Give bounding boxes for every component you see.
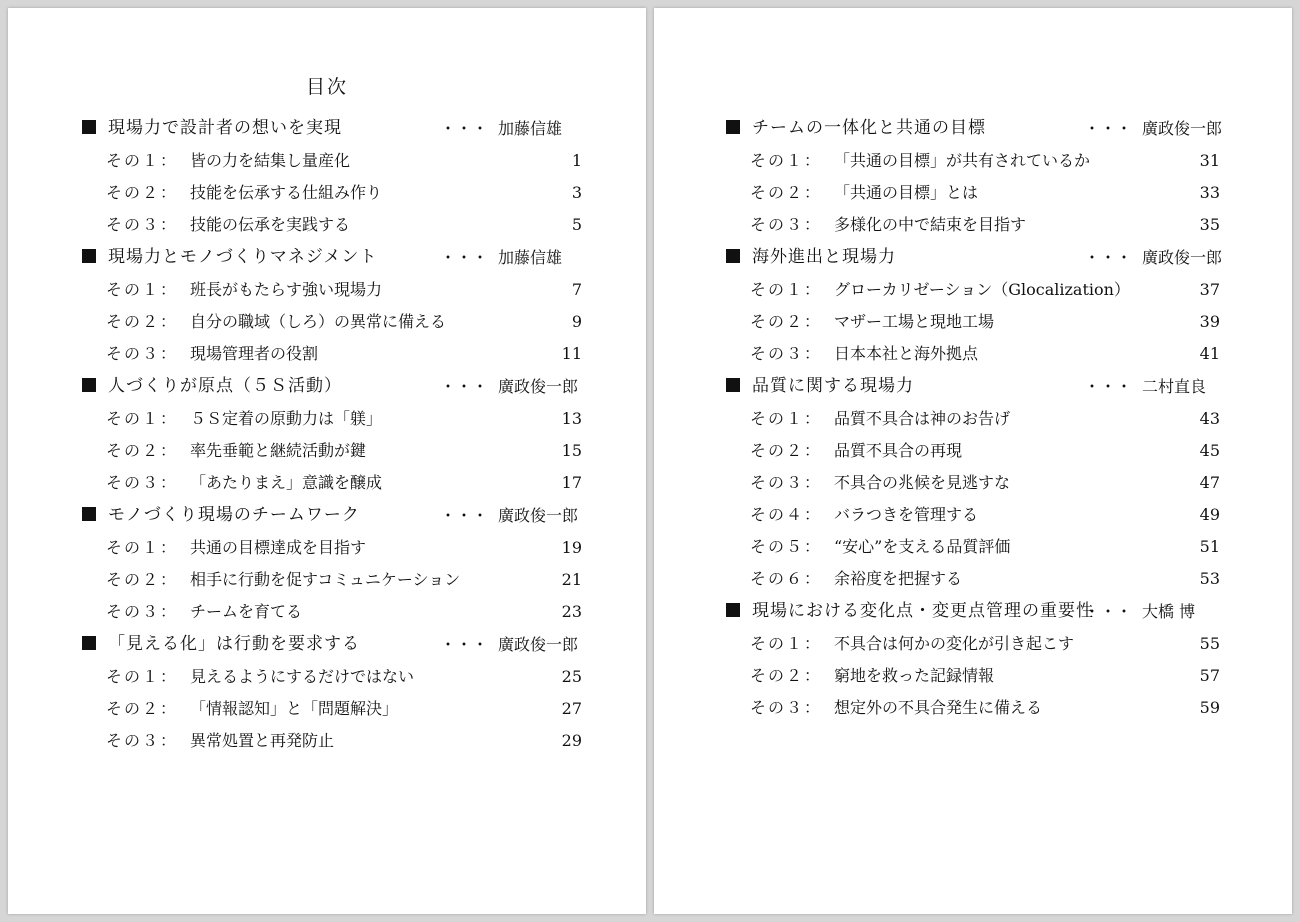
entry-title: 多様化の中で結束を目指す	[834, 215, 1027, 234]
entry-number: その３：	[106, 215, 179, 234]
section-title: 「見える化」は行動を要求する	[108, 634, 360, 654]
entry-page-number: 17	[561, 473, 582, 492]
section-title: 海外進出と現場力	[752, 247, 896, 267]
leader-dots: ・・・	[1084, 119, 1133, 138]
section-heading	[82, 112, 582, 145]
entry-title: 不具合の兆候を見逃すな	[834, 473, 1011, 492]
entry-number: その２：	[106, 570, 179, 589]
toc-entry[interactable]	[726, 338, 1220, 370]
author-name: 廣政俊一郎	[498, 506, 579, 525]
page-left	[8, 8, 646, 914]
section-title: 現場における変化点・変更点管理の重要性	[752, 601, 1094, 621]
toc-entry[interactable]	[726, 177, 1220, 209]
toc-entry[interactable]	[82, 274, 582, 306]
entry-number: その３：	[106, 344, 179, 363]
author-name: 廣政俊一郎	[1142, 119, 1223, 138]
toc-entry[interactable]	[82, 532, 582, 564]
section-title: 品質に関する現場力	[752, 376, 914, 396]
square-bullet-icon	[726, 120, 740, 134]
toc-entry[interactable]	[726, 435, 1220, 467]
entry-title: 不具合は何かの変化が引き起こす	[834, 634, 1075, 653]
entry-number: その３：	[750, 215, 823, 234]
entry-title: 品質不具合は神のお告げ	[834, 409, 1011, 428]
entry-page-number: 7	[571, 280, 582, 299]
section-heading	[82, 370, 582, 403]
entry-title: 現場管理者の役割	[190, 344, 319, 363]
entry-page-number: 47	[1199, 473, 1220, 492]
entry-title: 率先垂範と継続活動が鍵	[190, 441, 367, 460]
section-heading	[82, 628, 582, 661]
toc-entry[interactable]	[82, 338, 582, 370]
entry-title: 異常処置と再発防止	[190, 731, 335, 750]
toc-entry[interactable]	[726, 467, 1220, 499]
leader-dots: ・・・	[440, 377, 489, 396]
entry-page-number: 35	[1199, 215, 1220, 234]
entry-number: その３：	[750, 344, 823, 363]
entry-number: その２：	[750, 441, 823, 460]
entry-title: 「情報認知」と「問題解決」	[190, 699, 399, 718]
entry-page-number: 1	[571, 151, 582, 170]
section-heading	[726, 112, 1223, 145]
leader-dots: ・・・	[440, 506, 489, 525]
leader-dots: ・・・	[440, 635, 489, 654]
entry-title: 共通の目標達成を目指す	[190, 538, 367, 557]
toc-right	[726, 112, 1223, 724]
entry-page-number: 41	[1199, 344, 1220, 363]
entry-number: その２：	[106, 699, 179, 718]
toc-left	[82, 112, 582, 757]
toc-entry[interactable]	[726, 403, 1220, 435]
entry-title: ５Ｓ定着の原動力は「躾」	[190, 409, 383, 428]
entry-page-number: 43	[1199, 409, 1220, 428]
entry-page-number: 9	[571, 312, 582, 331]
entry-number: その５：	[750, 537, 823, 556]
square-bullet-icon	[726, 603, 740, 617]
entry-number: その４：	[750, 505, 823, 524]
entry-page-number: 23	[561, 602, 582, 621]
entry-number: その１：	[106, 409, 179, 428]
entry-number: その２：	[750, 183, 823, 202]
toc-entry[interactable]	[82, 467, 582, 499]
entry-page-number: 37	[1199, 280, 1220, 299]
entry-number: その２：	[750, 666, 823, 685]
entry-title: 班長がもたらす強い現場力	[190, 280, 383, 299]
section-author	[1084, 595, 1195, 628]
square-bullet-icon	[82, 249, 96, 263]
entry-title: 窮地を救った記録情報	[834, 666, 995, 685]
toc-entry[interactable]	[726, 145, 1220, 177]
author-name: 廣政俊一郎	[498, 377, 579, 396]
section-title: 現場力とモノづくりマネジメント	[108, 247, 378, 267]
entry-title: 技能の伝承を実践する	[190, 215, 351, 234]
entry-number: その２：	[106, 441, 179, 460]
entry-title: マザー工場と現地工場	[834, 312, 995, 331]
entry-page-number: 11	[561, 344, 582, 363]
entry-page-number: 29	[561, 731, 582, 750]
leader-dots: ・・・	[440, 119, 489, 138]
entry-title: 「共通の目標」とは	[834, 183, 979, 202]
entry-title: グローカリゼーション（Glocalization）	[834, 280, 1130, 299]
section-author	[440, 241, 562, 274]
section-heading	[82, 499, 582, 532]
entry-number: その１：	[106, 280, 179, 299]
entry-page-number: 3	[571, 183, 582, 202]
section-author	[1084, 112, 1222, 145]
entry-title: 技能を伝承する仕組み作り	[190, 183, 383, 202]
section-title: 現場力で設計者の想いを実現	[108, 118, 342, 138]
square-bullet-icon	[82, 507, 96, 521]
entry-number: その１：	[750, 634, 823, 653]
section-heading	[726, 370, 1220, 403]
entry-page-number: 5	[571, 215, 582, 234]
entry-title: 品質不具合の再現	[834, 441, 963, 460]
entry-number: その２：	[106, 183, 179, 202]
section-heading	[726, 595, 1220, 628]
toc-entry[interactable]	[82, 725, 582, 757]
entry-page-number: 55	[1199, 634, 1220, 653]
author-name: 二村直良	[1142, 377, 1207, 396]
entry-title: バラつきを管理する	[834, 505, 979, 524]
toc-entry[interactable]	[726, 692, 1220, 724]
square-bullet-icon	[82, 378, 96, 392]
author-name: 加藤信雄	[498, 248, 563, 267]
section-heading	[82, 241, 582, 274]
section-heading	[726, 241, 1223, 274]
entry-title: 相手に行動を促すコミュニケーション	[190, 570, 461, 589]
entry-title: 日本本社と海外拠点	[834, 344, 979, 363]
entry-page-number: 49	[1199, 505, 1220, 524]
entry-title: 余裕度を把握する	[834, 569, 963, 588]
section-title: モノづくり現場のチームワーク	[108, 505, 360, 525]
entry-title: 想定外の不具合発生に備える	[834, 698, 1043, 717]
entry-title: 「共通の目標」が共有されているか	[834, 151, 1091, 170]
toc-entry[interactable]	[82, 177, 582, 209]
entry-number: その６：	[750, 569, 823, 588]
entry-number: その１：	[106, 538, 179, 557]
section-author	[1084, 370, 1206, 403]
entry-title: 「あたりまえ」意識を醸成	[190, 473, 383, 492]
toc-entry[interactable]	[82, 435, 582, 467]
section-author	[440, 370, 578, 403]
square-bullet-icon	[726, 249, 740, 263]
square-bullet-icon	[726, 378, 740, 392]
toc-entry[interactable]	[82, 661, 582, 693]
author-name: 廣政俊一郎	[498, 635, 579, 654]
entry-page-number: 15	[561, 441, 582, 460]
toc-entry[interactable]	[726, 563, 1220, 595]
entry-page-number: 53	[1199, 569, 1220, 588]
entry-number: その１：	[750, 280, 823, 299]
section-title: チームの一体化と共通の目標	[752, 118, 986, 138]
section-author	[440, 628, 578, 661]
square-bullet-icon	[82, 636, 96, 650]
entry-number: その２：	[750, 312, 823, 331]
section-author	[440, 499, 578, 532]
toc-entry[interactable]	[82, 306, 582, 338]
page-right	[654, 8, 1292, 914]
toc-entry[interactable]	[82, 209, 582, 241]
toc-entry[interactable]	[82, 145, 582, 177]
entry-number: その１：	[106, 667, 179, 686]
toc-entry[interactable]	[82, 596, 582, 628]
entry-number: その１：	[106, 151, 179, 170]
toc-entry[interactable]	[82, 403, 582, 435]
entry-page-number: 31	[1199, 151, 1220, 170]
entry-number: その１：	[750, 409, 823, 428]
toc-entry[interactable]	[726, 306, 1220, 338]
entry-number: その３：	[106, 473, 179, 492]
entry-page-number: 39	[1199, 312, 1220, 331]
entry-number: その３：	[106, 602, 179, 621]
entry-number: その３：	[106, 731, 179, 750]
entry-page-number: 25	[561, 667, 582, 686]
entry-page-number: 21	[561, 570, 582, 589]
entry-title: 自分の職域（しろ）の異常に備える	[190, 312, 447, 331]
toc-entry[interactable]	[726, 628, 1220, 660]
entry-title: “安心”を支える品質評価	[834, 537, 1011, 556]
toc-entry[interactable]	[726, 209, 1220, 241]
leader-dots: ・・・	[1084, 602, 1133, 621]
entry-number: その１：	[750, 151, 823, 170]
leader-dots: ・・・	[1084, 377, 1133, 396]
section-author	[1084, 241, 1222, 274]
entry-page-number: 51	[1199, 537, 1220, 556]
entry-title: チームを育てる	[190, 602, 303, 621]
entry-title: 皆の力を結集し量産化	[190, 151, 351, 170]
entry-page-number: 59	[1199, 698, 1220, 717]
toc-entry[interactable]	[726, 531, 1220, 563]
square-bullet-icon	[82, 120, 96, 134]
section-author	[440, 112, 562, 145]
entry-page-number: 57	[1199, 666, 1220, 685]
leader-dots: ・・・	[1084, 248, 1133, 267]
toc-entry[interactable]	[726, 274, 1220, 306]
entry-page-number: 27	[561, 699, 582, 718]
entry-page-number: 33	[1199, 183, 1220, 202]
entry-number: その３：	[750, 473, 823, 492]
entry-page-number: 19	[561, 538, 582, 557]
entry-number: その３：	[750, 698, 823, 717]
toc-entry[interactable]	[726, 499, 1220, 531]
author-name: 大橋 博	[1142, 602, 1196, 621]
toc-entry[interactable]	[726, 660, 1220, 692]
author-name: 加藤信雄	[498, 119, 563, 138]
toc-entry[interactable]	[82, 564, 582, 596]
author-name: 廣政俊一郎	[1142, 248, 1223, 267]
leader-dots: ・・・	[440, 248, 489, 267]
entry-number: その２：	[106, 312, 179, 331]
entry-title: 見えるようにするだけではない	[190, 667, 415, 686]
toc-title: 目次	[305, 76, 348, 98]
section-title: 人づくりが原点（５Ｓ活動）	[108, 376, 342, 396]
entry-page-number: 13	[561, 409, 582, 428]
entry-page-number: 45	[1199, 441, 1220, 460]
toc-entry[interactable]	[82, 693, 582, 725]
